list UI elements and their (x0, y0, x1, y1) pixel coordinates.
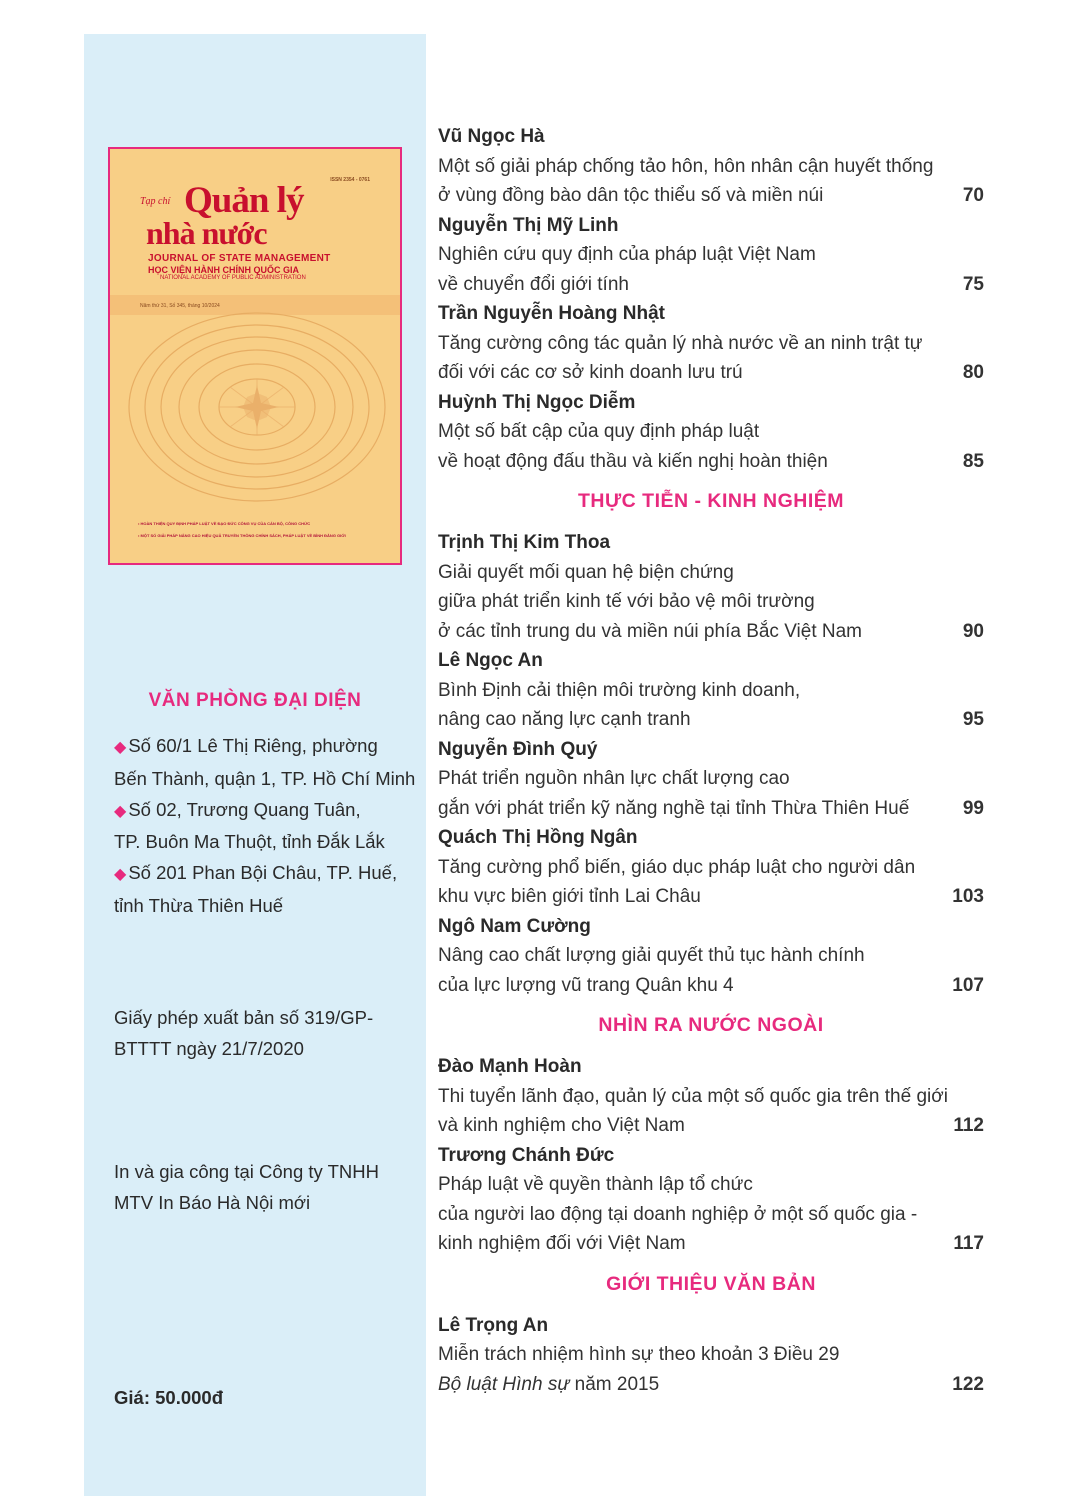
toc-title-line: Pháp luật về quyền thành lập tổ chức (438, 1174, 753, 1195)
address-line: TP. Buôn Ma Thuột, tỉnh Đắk Lắk (114, 831, 385, 853)
toc-title-line: Phát triển nguồn nhân lực chất lượng cao (438, 768, 790, 789)
section-heading: NHÌN RA NƯỚC NGOÀI (598, 1014, 824, 1036)
bronze-drum-icon (118, 307, 396, 507)
toc-page-number: 70 (962, 185, 984, 206)
price: Giá: 50.000đ (114, 1387, 224, 1408)
address-line: ◆ Số 201 Phan Bội Châu, TP. Huế, (114, 862, 398, 884)
left-sidebar (84, 34, 426, 1496)
toc-title-line: và kinh nghiệm cho Việt Nam (438, 1115, 685, 1136)
office-addresses (114, 731, 426, 922)
toc-page-number: 80 (962, 362, 984, 383)
toc-title-line: giữa phát triển kinh tế với bảo vệ môi trường (438, 591, 815, 612)
diamond-bullet-icon: ◆ (114, 739, 127, 756)
toc-author: Trương Chánh Đức (438, 1144, 615, 1166)
cover-subtitle-en: JOURNAL OF STATE MANAGEMENT (148, 253, 331, 264)
toc-author: Huỳnh Thị Ngọc Diễm (438, 391, 636, 413)
toc-title-line: Một số bất cập của quy định pháp luật (438, 421, 760, 442)
toc-entry[interactable] (438, 211, 984, 300)
toc-entry[interactable] (438, 646, 984, 735)
toc-title-line: về chuyển đổi giới tính (438, 273, 629, 295)
toc-entry[interactable] (438, 122, 984, 211)
toc-entry[interactable] (438, 912, 984, 1001)
toc-title-line: Bình Định cải thiện môi trường kinh doanh, (438, 679, 801, 701)
toc-title-line: Giải quyết mối quan hệ biện chứng (438, 561, 734, 583)
address-line: tỉnh Thừa Thiên Huế (114, 894, 284, 916)
magazine-cover (108, 147, 402, 565)
toc-title-line: Một số giải pháp chống tảo hôn, hôn nhân cận huyết thống (438, 155, 934, 177)
toc-title-line: về hoạt động đấu thầu và kiến nghị hoàn thiện (438, 450, 828, 472)
toc-title-line: đối với các cơ sở kinh doanh lưu trú (438, 362, 743, 383)
toc-page-number: 112 (953, 1115, 984, 1136)
toc-page-number: 99 (962, 797, 984, 819)
toc-title-line: khu vực biên giới tỉnh Lai Châu (438, 886, 701, 907)
toc-entry[interactable] (438, 1052, 984, 1141)
cover-title-line1: Quản lý (184, 180, 304, 221)
toc-author: Đào Mạnh Hoàn (438, 1056, 582, 1077)
cover-issn: ISSN 2354 - 0761 (330, 177, 370, 183)
toc-author: Trịnh Thị Kim Thoa (438, 532, 611, 553)
cover-tapchi: Tạp chí (140, 196, 171, 207)
toc-entry[interactable] (438, 823, 984, 912)
toc-title-line: Tăng cường công tác quản lý nhà nước về an ninh trật tự (438, 332, 923, 354)
toc-title-line: Nâng cao chất lượng giải quyết thủ tục hành chính (438, 945, 865, 966)
toc-title-line: nâng cao năng lực cạnh tranh (438, 709, 691, 730)
toc-author: Nguyễn Thị Mỹ Linh (438, 214, 619, 236)
toc-entry[interactable] (438, 388, 984, 477)
office-heading: VĂN PHÒNG ĐẠI DIỆN (148, 690, 362, 711)
toc-title-line: Tăng cường phổ biến, giáo dục pháp luật cho người dân (438, 856, 916, 878)
toc-title-line: Miễn trách nhiệm hình sự theo khoản 3 Điều 29 (438, 1344, 840, 1365)
toc-entry[interactable] (438, 528, 984, 646)
toc-entry[interactable] (438, 1311, 984, 1400)
toc-page-number: 122 (952, 1373, 984, 1395)
table-of-contents (438, 122, 984, 1399)
toc-page-number: 107 (952, 974, 984, 996)
cover-title-line2: nhà nước (146, 215, 267, 251)
toc-author: Quách Thị Hồng Ngân (438, 827, 638, 848)
printer-info: In và gia công tại Công ty TNHH MTV In Báo Hà Nội mới (114, 1161, 379, 1213)
toc-title-line: của người lao động tại doanh nghiệp ở một số quốc gia - (438, 1203, 918, 1225)
address-line: ◆ Số 60/1 Lê Thị Riêng, phường (114, 735, 378, 756)
toc-title-line: kinh nghiệm đối với Việt Nam (438, 1233, 686, 1254)
toc-author: Vũ Ngọc Hà (438, 126, 545, 147)
toc-page-number: 95 (962, 709, 984, 730)
toc-entry[interactable] (438, 1141, 984, 1259)
cover-volume: Năm thứ 31, Số 345, tháng 10/2024 (140, 303, 220, 309)
license-info: Giấy phép xuất bản số 319/GP- BTTTT ngày 21/7/2020 (114, 1007, 374, 1059)
toc-author: Lê Ngọc An (438, 650, 543, 671)
toc-author: Trần Nguyễn Hoàng Nhật (438, 303, 665, 324)
toc-title-line: Thi tuyển lãnh đạo, quản lý của một số quốc gia trên thế giới (438, 1085, 948, 1107)
toc-entry[interactable] (438, 299, 984, 388)
toc-title-line: của lực lượng vũ trang Quân khu 4 (438, 974, 734, 996)
diamond-bullet-icon: ◆ (114, 802, 127, 820)
toc-author: Nguyễn Đình Quý (438, 738, 598, 760)
cover-publisher-vi: HỌC VIỆN HÀNH CHÍNH QUỐC GIA (148, 265, 300, 275)
cover-note-2: • MỘT SỐ GIẢI PHÁP NÂNG CAO HIỆU QUẢ TRUYỀN THÔNG CHÍNH SÁCH, PHÁP LUẬT VỀ BÌNH ĐẲNG GIỚI (138, 533, 346, 538)
toc-title-line: Nghiên cứu quy định của pháp luật Việt Nam (438, 244, 816, 265)
toc-title-line: ở vùng đồng bào dân tộc thiểu số và miền núi (438, 185, 824, 206)
toc-page-number: 117 (953, 1233, 984, 1254)
toc-page-number: 103 (952, 886, 984, 907)
toc-page-number: 75 (962, 273, 984, 295)
toc-entry[interactable] (438, 735, 984, 824)
toc-title-italic: Bộ luật Hình sự (438, 1373, 570, 1395)
diamond-bullet-icon: ◆ (114, 866, 127, 884)
toc-title-line: ở các tỉnh trung du và miền núi phía Bắc Việt Nam (438, 620, 863, 642)
toc-title-line: gắn với phát triển kỹ năng nghề tại tỉnh Thừa Thiên Huế (438, 797, 910, 819)
cover-publisher-en: NATIONAL ACADEMY OF PUBLIC ADMINISTRATION (160, 275, 306, 281)
address-line: ◆ Số 02, Trương Quang Tuân, (114, 798, 361, 820)
toc-page-number: 90 (962, 620, 984, 642)
toc-title-line: năm 2015 (569, 1373, 660, 1395)
toc-author: Lê Trọng An (438, 1314, 549, 1336)
section-heading: THỰC TIỄN - KINH NGHIỆM (578, 490, 844, 512)
section-heading: GIỚI THIỆU VĂN BẢN (606, 1272, 816, 1295)
toc-page-number: 85 (962, 450, 984, 472)
address-line: Bến Thành, quận 1, TP. Hồ Chí Minh (114, 767, 416, 789)
toc-author: Ngô Nam Cường (438, 915, 591, 937)
cover-note-1: • HOÀN THIỆN QUY ĐỊNH PHÁP LUẬT VỀ ĐẠO ĐỨC CÔNG VỤ CỦA CÁN BỘ, CÔNG CHỨC (138, 521, 311, 526)
